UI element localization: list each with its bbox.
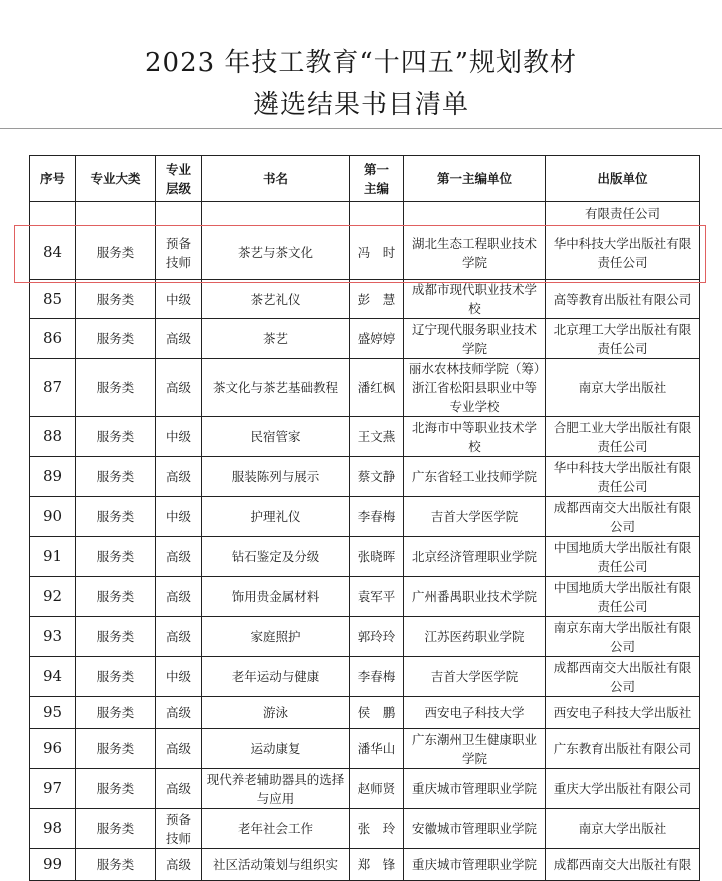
cell-level: 高级 (156, 769, 202, 809)
table-row (30, 457, 700, 497)
header-chief-editor: 第一 主编 (350, 156, 404, 202)
cell-chief-editor: 冯 时 (350, 226, 404, 280)
cell-publisher: 高等教育出版社有限公司 (546, 280, 700, 319)
cell (30, 202, 76, 226)
cell-category: 服务类 (76, 697, 156, 729)
cell-level: 高级 (156, 849, 202, 881)
cell-seq: 92 (30, 577, 76, 617)
cell-editor-unit: 辽宁现代服务职业技术学院 (404, 319, 546, 359)
cell-level: 中级 (156, 497, 202, 537)
cell-category: 服务类 (76, 577, 156, 617)
cell-seq: 98 (30, 809, 76, 849)
cell-publisher: 西安电子科技大学出版社 (546, 697, 700, 729)
cell-seq: 95 (30, 697, 76, 729)
cell-book-title: 民宿管家 (202, 417, 350, 457)
cell-level: 高级 (156, 457, 202, 497)
cell-publisher: 华中科技大学出版社有限责任公司 (546, 457, 700, 497)
cell (156, 202, 202, 226)
cell-book-title: 钻石鉴定及分级 (202, 537, 350, 577)
cell-book-title: 家庭照护 (202, 617, 350, 657)
cell-level: 高级 (156, 359, 202, 417)
table-row (30, 226, 700, 280)
cell-seq: 84 (30, 226, 76, 280)
cell-editor-unit: 北海市中等职业技术学校 (404, 417, 546, 457)
cell-book-title: 茶艺与茶文化 (202, 226, 350, 280)
cell-editor-unit: 湖北生态工程职业技术学院 (404, 226, 546, 280)
cell-seq: 89 (30, 457, 76, 497)
cell-category: 服务类 (76, 280, 156, 319)
table-row (30, 417, 700, 457)
cell-book-title: 茶艺礼仪 (202, 280, 350, 319)
table-header-row (30, 156, 700, 202)
cell-chief-editor: 李春梅 (350, 657, 404, 697)
cell-editor-unit: 广东省轻工业技师学院 (404, 457, 546, 497)
table-row (30, 577, 700, 617)
cell-seq: 88 (30, 417, 76, 457)
cell-publisher: 南京大学出版社 (546, 359, 700, 417)
cell-publisher: 有限责任公司 (546, 202, 700, 226)
cell (404, 202, 546, 226)
cell-book-title: 护理礼仪 (202, 497, 350, 537)
cell-book-title: 运动康复 (202, 729, 350, 769)
table-row (30, 729, 700, 769)
cell-category: 服务类 (76, 319, 156, 359)
cell-chief-editor: 蔡文静 (350, 457, 404, 497)
cell-editor-unit: 北京经济管理职业学院 (404, 537, 546, 577)
header-publisher: 出版单位 (546, 156, 700, 202)
title-divider (0, 128, 722, 129)
cell-publisher: 北京理工大学出版社有限责任公司 (546, 319, 700, 359)
cell-seq: 86 (30, 319, 76, 359)
cell-book-title: 游泳 (202, 697, 350, 729)
cell-category: 服务类 (76, 417, 156, 457)
cell-book-title: 茶艺 (202, 319, 350, 359)
cell-seq: 87 (30, 359, 76, 417)
cell-seq: 96 (30, 729, 76, 769)
cell-publisher: 成都西南交大出版社有限公司 (546, 657, 700, 697)
cell-level: 高级 (156, 617, 202, 657)
cell-category: 服务类 (76, 226, 156, 280)
cell-level: 中级 (156, 657, 202, 697)
cell-level: 预备 技师 (156, 226, 202, 280)
cell-level: 高级 (156, 537, 202, 577)
cell-book-title: 现代养老辅助器具的选择与应用 (202, 769, 350, 809)
table-row (30, 657, 700, 697)
cell-chief-editor: 李春梅 (350, 497, 404, 537)
table-row (30, 497, 700, 537)
cell-level: 中级 (156, 417, 202, 457)
cell-book-title: 老年社会工作 (202, 809, 350, 849)
cell-seq: 93 (30, 617, 76, 657)
table-row (30, 537, 700, 577)
cell-chief-editor: 袁军平 (350, 577, 404, 617)
table-row (30, 280, 700, 319)
cell-category: 服务类 (76, 497, 156, 537)
table-row (30, 319, 700, 359)
table-row (30, 617, 700, 657)
cell-level: 中级 (156, 280, 202, 319)
cell-seq: 99 (30, 849, 76, 881)
cell-chief-editor: 赵师贤 (350, 769, 404, 809)
cell-category: 服务类 (76, 729, 156, 769)
cell-category: 服务类 (76, 537, 156, 577)
cell-editor-unit: 广东潮州卫生健康职业学院 (404, 729, 546, 769)
cell-chief-editor: 彭 慧 (350, 280, 404, 319)
cell-category: 服务类 (76, 457, 156, 497)
cell-category: 服务类 (76, 617, 156, 657)
cell-book-title: 茶文化与茶艺基础教程 (202, 359, 350, 417)
document-title-line2: 遴选结果书目清单 (252, 90, 469, 120)
cell-category: 服务类 (76, 849, 156, 881)
cell-book-title: 社区活动策划与组织实 (202, 849, 350, 881)
cell-category: 服务类 (76, 809, 156, 849)
cell-chief-editor: 郑 锋 (350, 849, 404, 881)
header-editor-unit: 第一主编单位 (404, 156, 546, 202)
cell-book-title: 服装陈列与展示 (202, 457, 350, 497)
cell-chief-editor: 郭玲玲 (350, 617, 404, 657)
cell-publisher: 南京大学出版社 (546, 809, 700, 849)
cell-seq: 90 (30, 497, 76, 537)
cell-chief-editor: 王文燕 (350, 417, 404, 457)
header-book-title: 书名 (202, 156, 350, 202)
cell-seq: 91 (30, 537, 76, 577)
cell (350, 202, 404, 226)
cell-chief-editor: 潘华山 (350, 729, 404, 769)
cell-editor-unit: 成都市现代职业技术学校 (404, 280, 546, 319)
cell-seq: 97 (30, 769, 76, 809)
cell-chief-editor: 张 玲 (350, 809, 404, 849)
cell-book-title: 饰用贵金属材料 (202, 577, 350, 617)
cell-editor-unit: 吉首大学医学院 (404, 497, 546, 537)
cell-publisher: 中国地质大学出版社有限责任公司 (546, 577, 700, 617)
cell-publisher: 成都西南交大出版社有限公司 (546, 497, 700, 537)
cell-editor-unit: 重庆城市管理职业学院 (404, 849, 546, 881)
cell-publisher: 华中科技大学出版社有限责任公司 (546, 226, 700, 280)
cell-editor-unit: 安徽城市管理职业学院 (404, 809, 546, 849)
cell-level: 高级 (156, 577, 202, 617)
header-level: 专业 层级 (156, 156, 202, 202)
cell-seq: 94 (30, 657, 76, 697)
cell-chief-editor: 张晓晖 (350, 537, 404, 577)
cell-level: 高级 (156, 319, 202, 359)
cell (202, 202, 350, 226)
header-seq: 序号 (30, 156, 76, 202)
cell (76, 202, 156, 226)
cell-level: 高级 (156, 729, 202, 769)
cell-chief-editor: 潘红枫 (350, 359, 404, 417)
cell-chief-editor: 盛婷婷 (350, 319, 404, 359)
cell-book-title: 老年运动与健康 (202, 657, 350, 697)
table-row (30, 809, 700, 849)
cell-editor-unit: 丽水农林技师学院（筹）浙江省松阳县职业中等专业学校 (404, 359, 546, 417)
table-row (30, 849, 700, 881)
cell-level: 高级 (156, 697, 202, 729)
cell-category: 服务类 (76, 359, 156, 417)
cell-chief-editor: 侯 鹏 (350, 697, 404, 729)
cell-editor-unit: 吉首大学医学院 (404, 657, 546, 697)
cell-editor-unit: 重庆城市管理职业学院 (404, 769, 546, 809)
cell-seq: 85 (30, 280, 76, 319)
cell-publisher: 广东教育出版社有限公司 (546, 729, 700, 769)
cell-publisher: 合肥工业大学出版社有限责任公司 (546, 417, 700, 457)
header-category: 专业大类 (76, 156, 156, 202)
table-row (30, 769, 700, 809)
cell-category: 服务类 (76, 769, 156, 809)
cell-editor-unit: 西安电子科技大学 (404, 697, 546, 729)
cell-publisher: 南京东南大学出版社有限公司 (546, 617, 700, 657)
cell-publisher: 成都西南交大出版社有限 (546, 849, 700, 881)
table-row (30, 359, 700, 417)
cell-editor-unit: 广州番禺职业技术学院 (404, 577, 546, 617)
document-title-line1: 2023 年技工教育“十四五”规划教材 (144, 48, 578, 78)
cell-publisher: 重庆大学出版社有限公司 (546, 769, 700, 809)
table-row-continuation (30, 202, 700, 226)
cell-publisher: 中国地质大学出版社有限责任公司 (546, 537, 700, 577)
cell-category: 服务类 (76, 657, 156, 697)
cell-level: 预备 技师 (156, 809, 202, 849)
cell-editor-unit: 江苏医药职业学院 (404, 617, 546, 657)
table-row (30, 697, 700, 729)
book-list-table (29, 155, 700, 881)
